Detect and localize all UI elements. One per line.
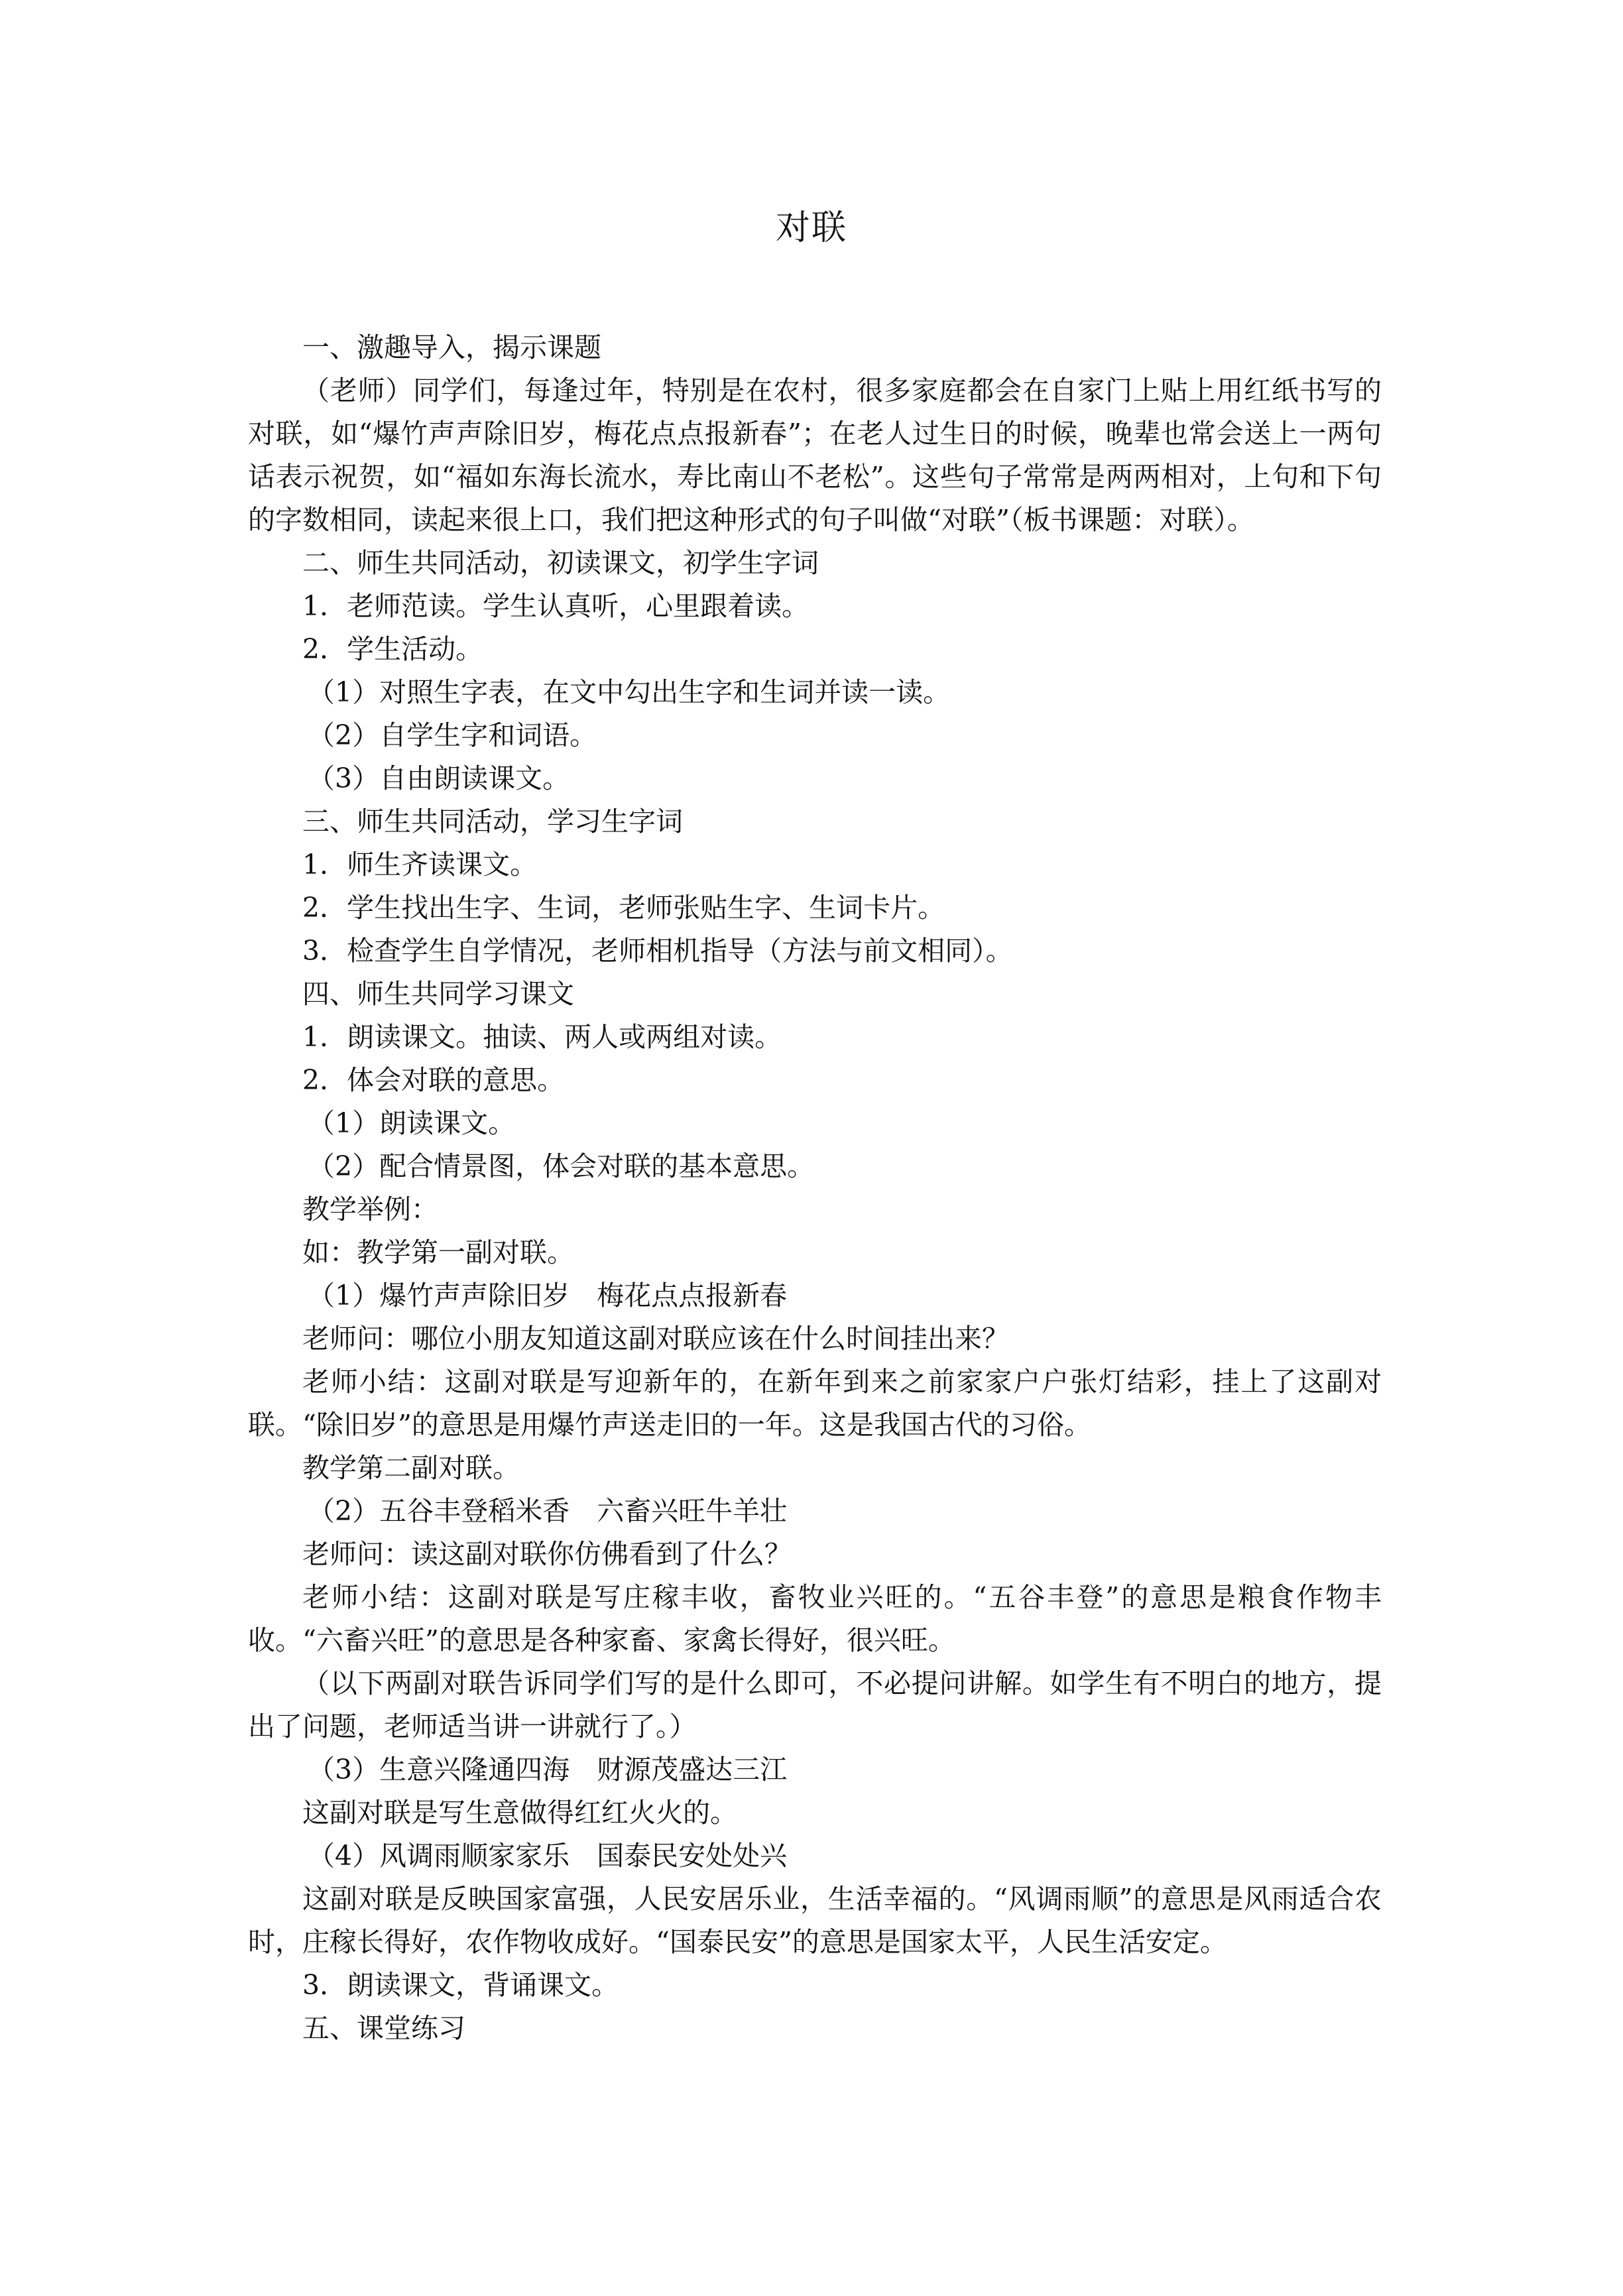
list-item: 2．学生活动。 — [302, 633, 483, 665]
list-item: 2．学生找出生字、生词，老师张贴生字、生词卡片。 — [302, 892, 945, 924]
list-item: 3．朗读课文，背诵课文。 — [302, 1969, 619, 2001]
sub-list-item: （1）对照生字表，在文中勾出生字和生词并读一读。 — [308, 676, 951, 708]
intro-paragraph: （老师）同学们，每逢过年，特别是在农村，很多家庭都会在自家门上贴上用红纸书写的对联，如“爆竹声声除旧岁，梅花点点报新春”；在老人过生日的时候，晚辈也常会送上一两句话表示祝贺，如“福如东海长流水，寿比南山不老松”。这些句子常常是两两相对，上句和下句的字数相同，读起来很上口，我们把这种形式的句子叫做“对联”（板书课题：对联）。 — [248, 375, 1382, 536]
list-item: 1．朗读课文。抽读、两人或两组对读。 — [302, 1021, 782, 1053]
couplet-line: （3）生意兴隆通四海 财源茂盛达三江 — [308, 1754, 788, 1785]
sub-list-item: （2）配合情景图，体会对联的基本意思。 — [308, 1150, 815, 1182]
paragraph: （以下两副对联告诉同学们写的是什么即可，不必提问讲解。如学生有不明白的地方，提出了问题，老师适当讲一讲就行了。） — [248, 1667, 1382, 1742]
paragraph: 教学第二副对联。 — [302, 1452, 520, 1484]
paragraph: 这副对联是反映国家富强，人民安居乐业，生活幸福的。“风调雨顺”的意思是风雨适合农时，庄稼长得好，农作物收成好。“国泰民安”的意思是国家太平，人民生活安定。 — [248, 1883, 1382, 1958]
section-heading-4: 四、师生共同学习课文 — [302, 978, 574, 1010]
section-heading-5: 五、课堂练习 — [302, 2012, 465, 2044]
paragraph: 老师问：哪位小朋友知道这副对联应该在什么时间挂出来？ — [302, 1323, 1009, 1355]
paragraph: 如：教学第一副对联。 — [302, 1237, 574, 1268]
list-item: 2．体会对联的意思。 — [302, 1064, 565, 1096]
sub-list-item: （3）自由朗读课文。 — [308, 762, 570, 794]
paragraph: 教学举例： — [302, 1193, 438, 1225]
paragraph: 老师问：读这副对联你仿佛看到了什么？ — [302, 1538, 792, 1570]
document-body — [248, 326, 1382, 2050]
sub-list-item: （2）自学生字和词语。 — [308, 719, 597, 751]
document-title: 对联 — [775, 208, 847, 248]
couplet-line: （2）五谷丰登稻米香 六畜兴旺牛羊壮 — [308, 1495, 788, 1527]
sub-list-item: （1）朗读课文。 — [308, 1107, 516, 1139]
paragraph: 老师小结：这副对联是写庄稼丰收，畜牧业兴旺的。“五谷丰登”的意思是粮食作物丰收。“六畜兴旺”的意思是各种家畜、家禽长得好，很兴旺。 — [248, 1581, 1382, 1656]
couplet-line: （4）风调雨顺家家乐 国泰民安处处兴 — [308, 1840, 788, 1872]
list-item: 1．师生齐读课文。 — [302, 849, 538, 880]
paragraph: 老师小结：这副对联是写迎新年的，在新年到来之前家家户户张灯结彩，挂上了这副对联。“除旧岁”的意思是用爆竹声送走旧的一年。这是我国古代的习俗。 — [248, 1366, 1382, 1441]
paragraph: 这副对联是写生意做得红红火火的。 — [302, 1797, 737, 1829]
couplet-line: （1）爆竹声声除旧岁 梅花点点报新春 — [308, 1280, 788, 1311]
section-heading-2: 二、师生共同活动，初读课文，初学生字词 — [302, 547, 819, 579]
section-heading-3: 三、师生共同活动，学习生字词 — [302, 806, 683, 837]
list-item: 3．检查学生自学情况，老师相机指导（方法与前文相同）。 — [302, 935, 1013, 967]
list-item: 1．老师范读。学生认真听，心里跟着读。 — [302, 590, 810, 622]
section-heading-1: 一、激趣导入，揭示课题 — [302, 332, 601, 363]
